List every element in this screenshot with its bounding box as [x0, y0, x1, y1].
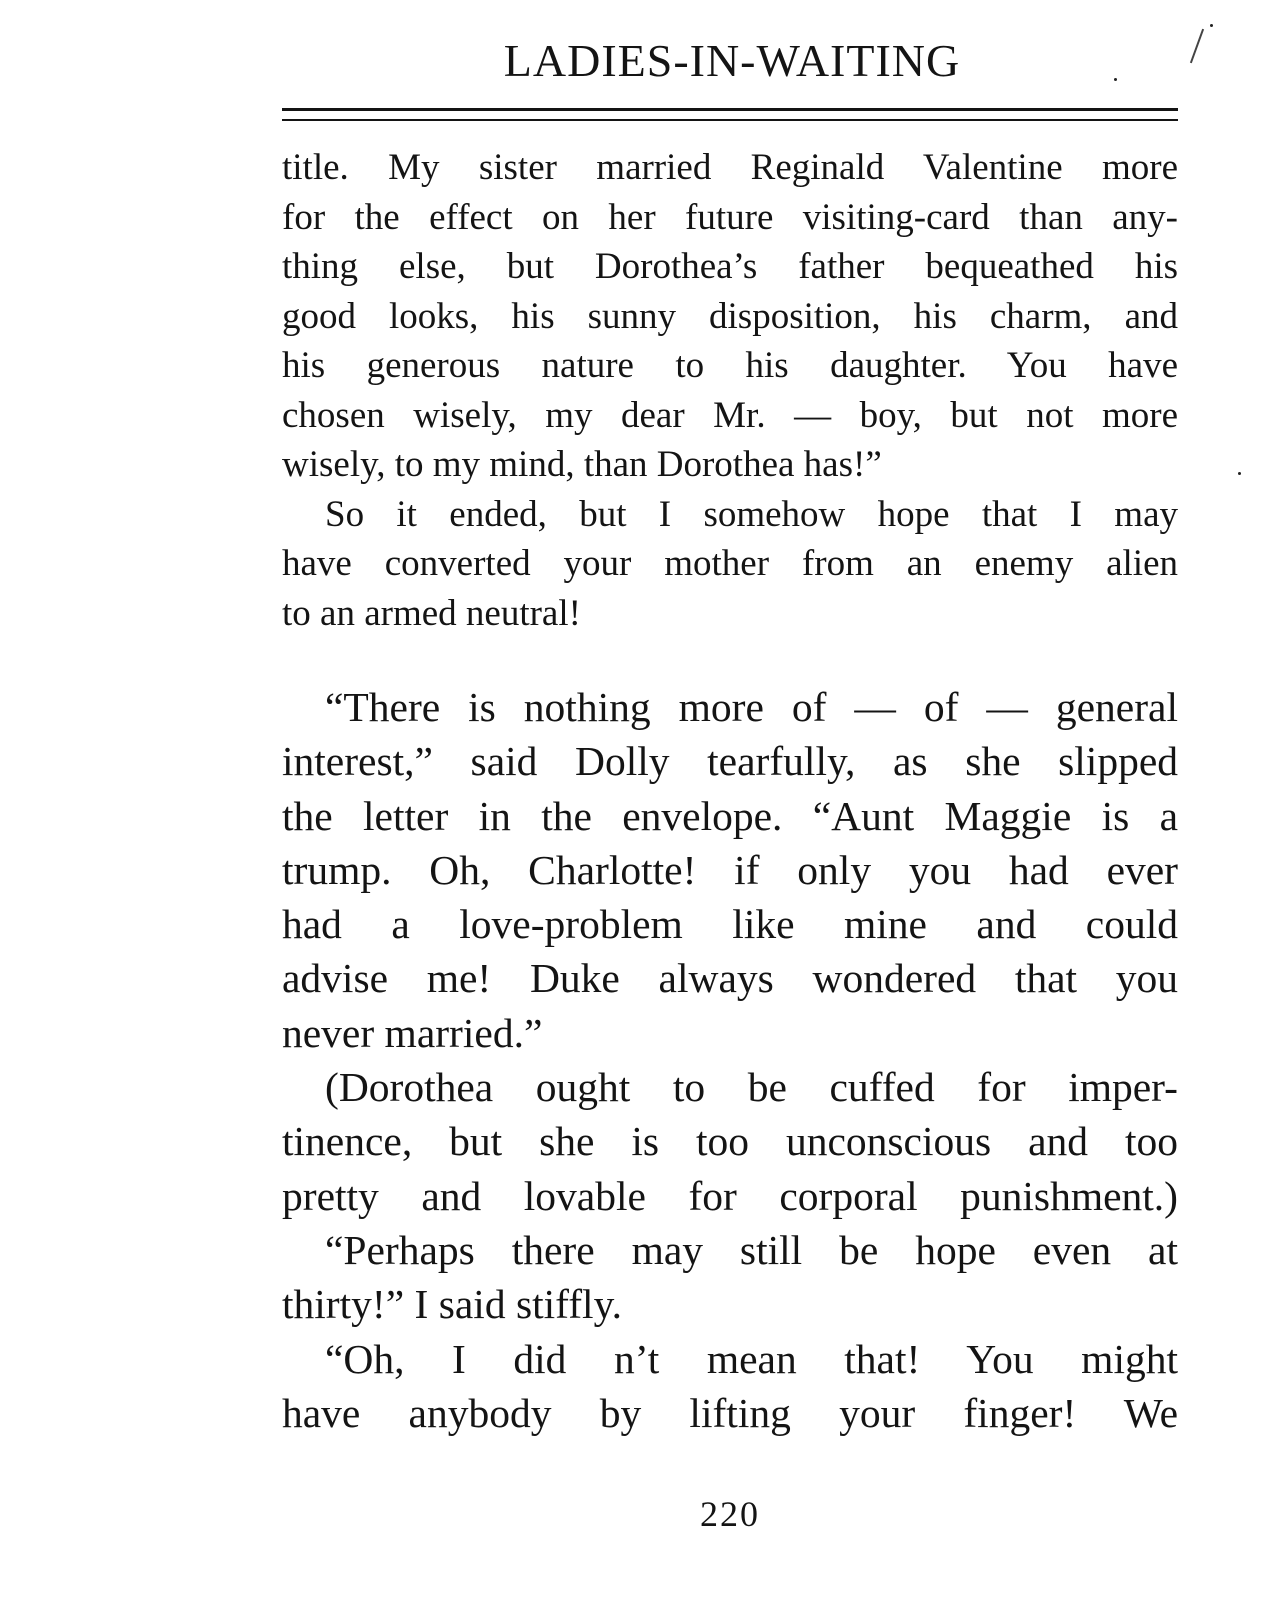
- text-line: title. My sister married Reginald Valentine more: [282, 147, 1178, 188]
- scan-mark: [1190, 29, 1204, 64]
- text-line: “Oh, I did n’t mean that! You might: [325, 1335, 1178, 1382]
- text-line: (Dorothea ought to be cuffed for imper-: [325, 1064, 1178, 1111]
- text-block-letter-end: [282, 143, 1178, 638]
- text-line: chosen wisely, my dear Mr. — boy, but not more: [282, 394, 1178, 436]
- text-line: have anybody by lifting your finger! We: [282, 1389, 1178, 1436]
- text-line: to an armed neutral!: [282, 592, 581, 634]
- scan-speck: [1114, 78, 1117, 81]
- text-line: for the effect on her future visiting-card than any-: [282, 196, 1178, 238]
- text-line: thirty!” I said stiffly.: [282, 1281, 623, 1328]
- text-line: his generous nature to his daughter. You have: [282, 345, 1178, 386]
- text-line: never married.”: [282, 1009, 543, 1056]
- scan-speck: [1238, 472, 1241, 475]
- text-line: So it ended, but I somehow hope that I may: [325, 493, 1178, 535]
- text-line: have converted your mother from an enemy alien: [282, 543, 1178, 584]
- text-line: interest,” said Dolly tearfully, as she slipped: [282, 738, 1178, 785]
- text-line: had a love-problem like mine and could: [282, 901, 1178, 948]
- scan-speck: [1210, 24, 1213, 27]
- page-number: 220: [700, 1494, 760, 1534]
- running-head: LADIES-IN-WAITING: [503, 35, 961, 86]
- text-line: “There is nothing more of — of — general: [325, 684, 1178, 730]
- header-rule-top: [282, 108, 1178, 111]
- text-line: tinence, but she is too unconscious and too: [282, 1118, 1178, 1165]
- text-line: “Perhaps there may still be hope even at: [325, 1226, 1178, 1273]
- text-line: thing else, but Dorothea’s father bequeathed his: [282, 246, 1178, 287]
- text-line: the letter in the envelope. “Aunt Maggie is a: [282, 792, 1178, 839]
- text-line: pretty and lovable for corporal punishment.): [282, 1172, 1178, 1219]
- text-line: advise me! Duke always wondered that you: [282, 955, 1178, 1002]
- text-block-dialogue: [282, 680, 1178, 1440]
- header-rule-bottom: [282, 119, 1178, 121]
- text-line: trump. Oh, Charlotte! if only you had ever: [282, 846, 1178, 893]
- text-line: good looks, his sunny disposition, his charm, and: [282, 295, 1178, 337]
- text-line: wisely, to my mind, than Dorothea has!”: [282, 444, 882, 485]
